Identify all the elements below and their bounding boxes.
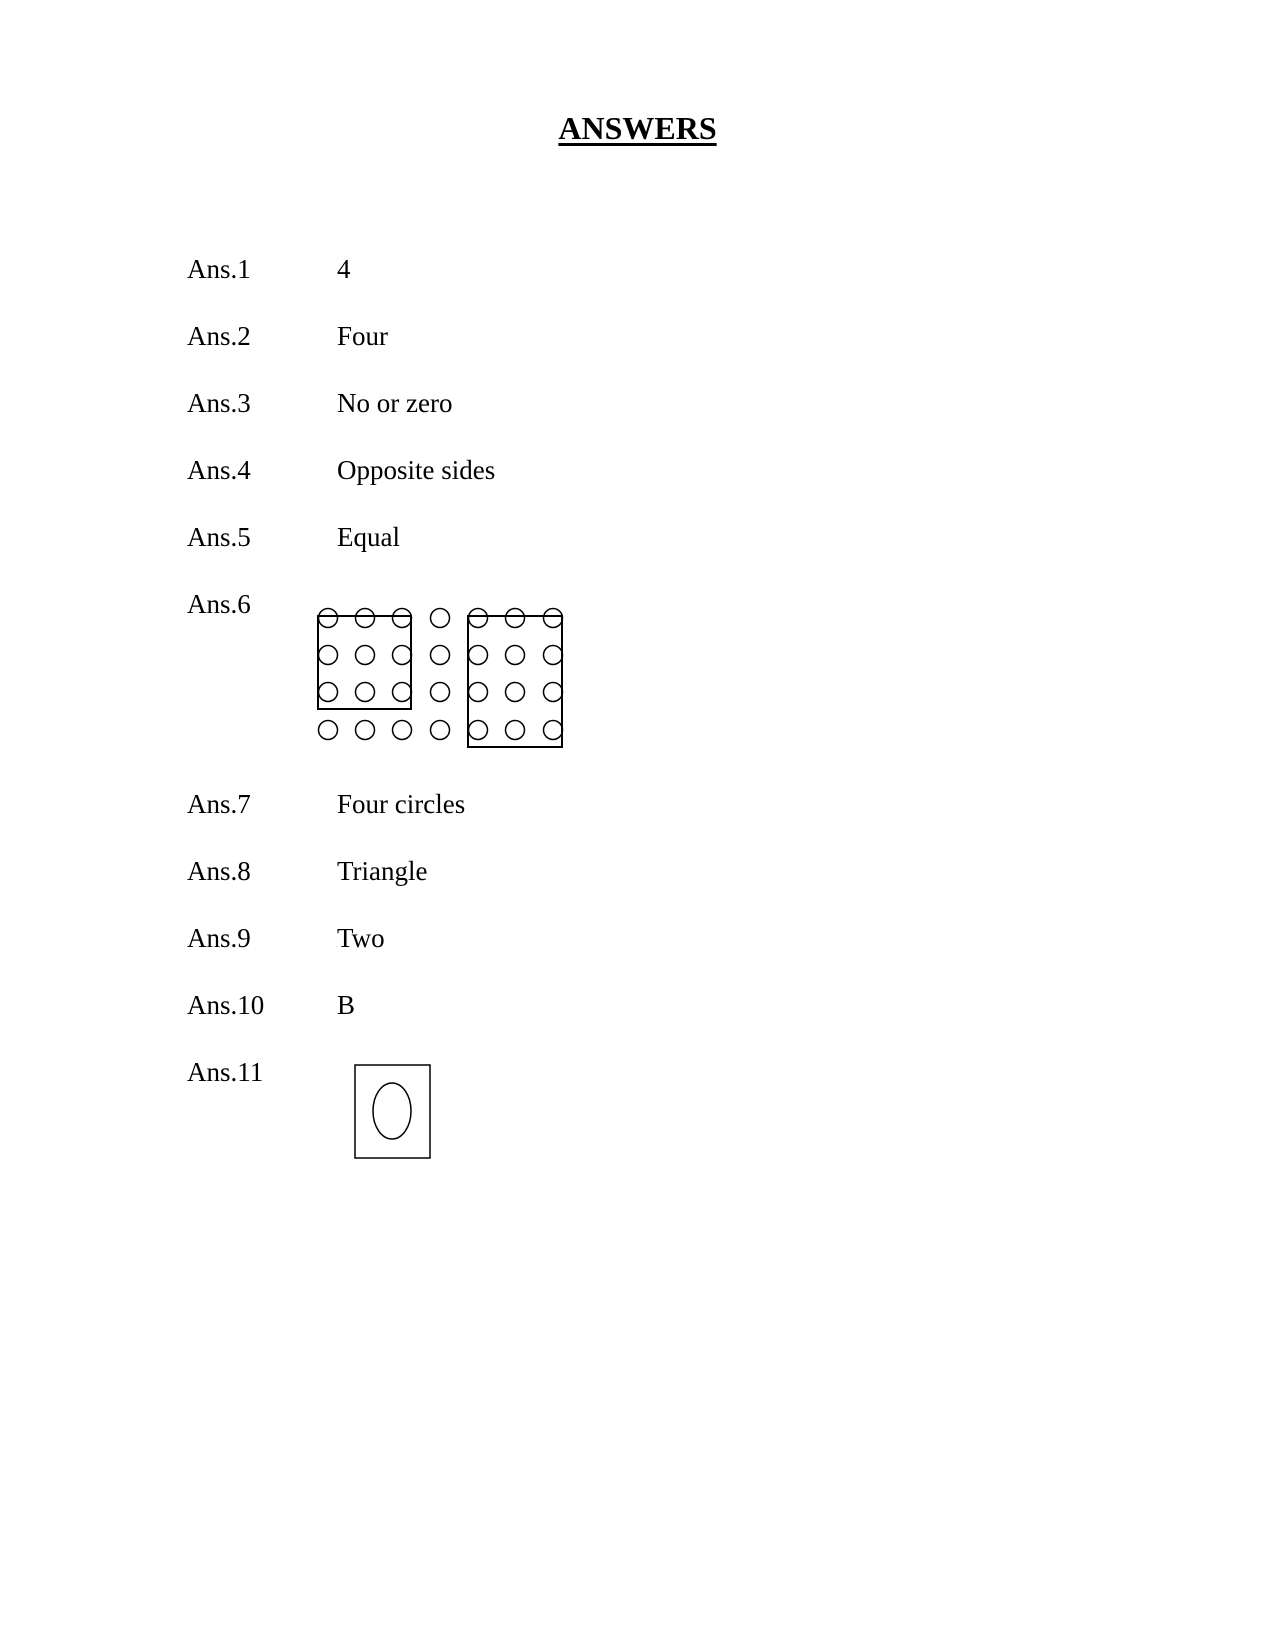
answer-4-label: Ans.4	[187, 455, 251, 485]
answer-1-text: 4	[337, 254, 351, 284]
grid-circle	[469, 683, 488, 702]
answer-10-text: B	[337, 990, 356, 1020]
grid-circle	[431, 721, 450, 740]
answer-2-label: Ans.2	[187, 321, 251, 351]
answer-6-label: Ans.6	[187, 589, 251, 619]
grid-circle	[544, 683, 563, 702]
grid-circle	[431, 646, 450, 665]
grouping-box-right	[468, 616, 562, 747]
answer-10-label: Ans.10	[187, 990, 265, 1020]
answer-3-text: No or zero	[337, 388, 453, 418]
grid-circle	[506, 683, 525, 702]
grid-circle	[356, 646, 375, 665]
page-title: ANSWERS	[558, 110, 717, 146]
grid-circle	[393, 646, 412, 665]
grid-circle	[506, 609, 525, 628]
grid-circle	[319, 683, 338, 702]
grid-circle	[431, 609, 450, 628]
answer-9-label: Ans.9	[187, 923, 251, 953]
grid-circle	[393, 609, 412, 628]
grid-circle	[356, 609, 375, 628]
grid-circle	[356, 683, 375, 702]
grid-circle	[319, 646, 338, 665]
grid-circle	[544, 721, 563, 740]
grid-circle	[431, 683, 450, 702]
answer-11-oval-in-rectangle-figure	[350, 1060, 432, 1160]
grid-circle	[469, 609, 488, 628]
grid-circle	[319, 609, 338, 628]
grid-circle	[506, 721, 525, 740]
grid-circle	[393, 683, 412, 702]
grid-circle	[544, 646, 563, 665]
answer-4-text: Opposite sides	[337, 455, 496, 485]
rectangle-shape	[355, 1065, 430, 1158]
grid-circle	[393, 721, 412, 740]
circle-grid	[319, 609, 563, 740]
answer-11-label: Ans.11	[187, 1057, 264, 1087]
answer-3-label: Ans.3	[187, 388, 251, 418]
oval-shape	[373, 1083, 411, 1139]
answer-5-text: Equal	[337, 522, 400, 552]
answer-7-label: Ans.7	[187, 789, 251, 819]
grid-circle	[356, 721, 375, 740]
answer-2-text: Four	[337, 321, 389, 351]
grid-circle	[319, 721, 338, 740]
answer-8-text: Triangle	[337, 856, 428, 886]
answer-7-text: Four circles	[337, 789, 466, 819]
grid-circle	[506, 646, 525, 665]
answer-1-label: Ans.1	[187, 254, 251, 284]
answer-8-label: Ans.8	[187, 856, 251, 886]
answer-9-text: Two	[337, 923, 385, 953]
answer-6-circle-grid-figure	[310, 608, 570, 753]
answer-5-label: Ans.5	[187, 522, 251, 552]
grid-circle	[469, 646, 488, 665]
grid-circle	[469, 721, 488, 740]
grid-circle	[544, 609, 563, 628]
